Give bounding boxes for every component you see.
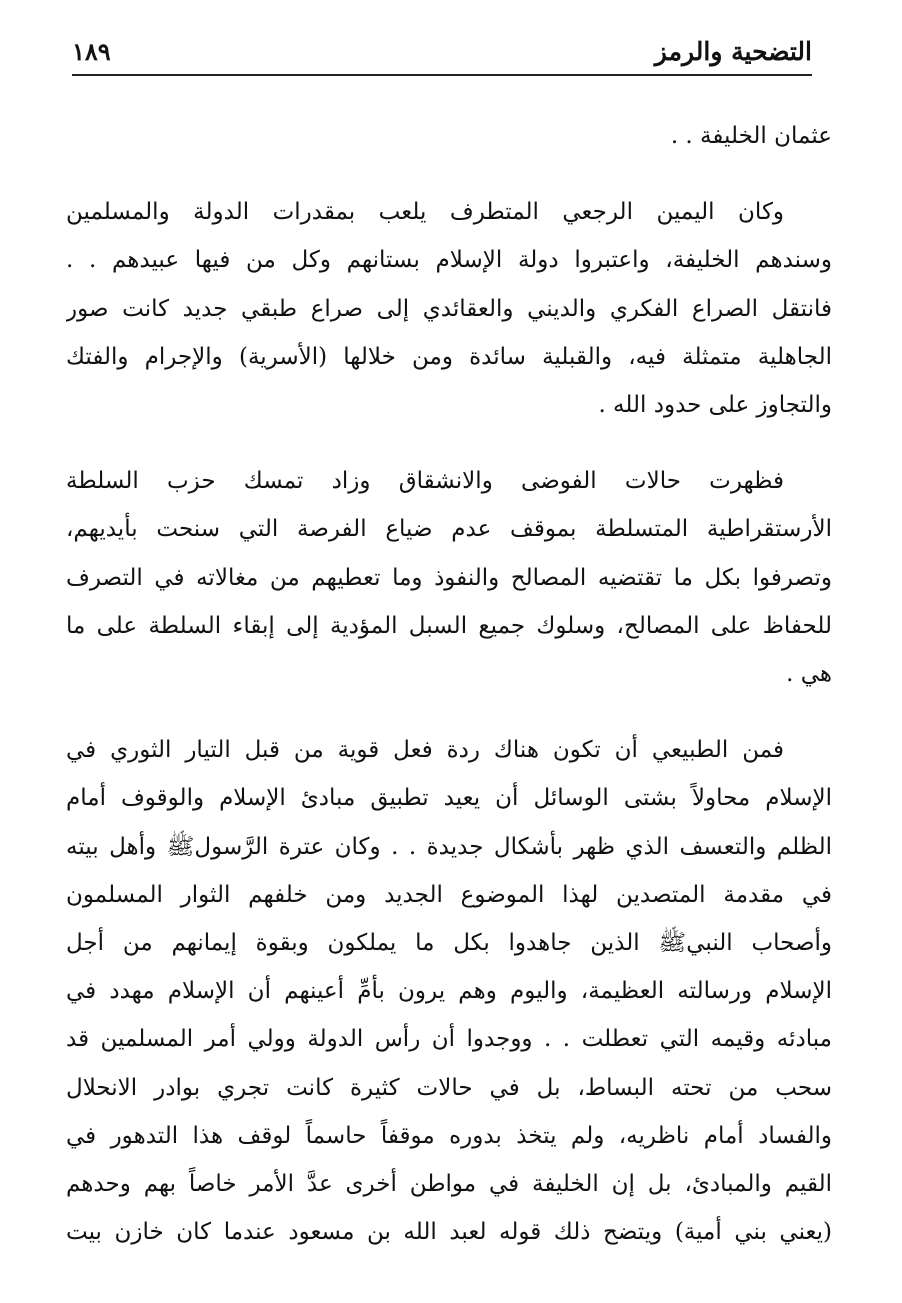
paragraph-4 [66,726,832,1256]
page-number: ١٨٩ [72,36,111,66]
text-line: والفساد أمام ناظريه، ولم يتخذ بدوره موقفاً حاسماً لوقف هذا التدهور في [66,1122,832,1149]
text-line: وكان اليمين الرجعي المتطرف يلعب بمقدرات الدولة والمسلمين [66,199,784,226]
text-line: الإسلام ورسالته العظيمة، واليوم وهم يرون بأمِّ أعينهم أن الإسلام مهدد في [66,978,832,1005]
text-line: (يعني بني أمية) ويتضح ذلك قوله لعبد الله بن مسعود عندما كان خازن بيت [66,1219,832,1246]
text-line: وأصحاب النبيﷺ الذين جاهدوا بكل ما يملكون وبقوة إيمانهم من أجل [66,930,832,957]
text-line: هي . [786,661,832,688]
text-line: فظهرت حالات الفوضى والانشقاق وزاد تمسك حزب السلطة [66,468,784,495]
text-line: مبادئه وقيمه التي تعطلت . . ووجدوا أن رأس الدولة وولي أمر المسلمين قد [66,1026,832,1053]
text-line: وتصرفوا بكل ما تقتضيه المصالح والنفوذ وما تعطيهم من مغالاته في التصرف [66,564,832,591]
chapter-title: التضحية والرمز [654,36,812,66]
text-line: الإسلام محاولاً بشتى الوسائل أن يعيد تطبيق مبادئ الإسلام والوقوف أمام [66,785,832,812]
text-line: الجاهلية متمثلة فيه، والقبلية سائدة ومن خلالها (الأسرية) والإجرام والفتك [66,343,832,370]
text-line: الأرستقراطية المتسلطة بموقف عدم ضياع الفرصة التي سنحت بأيديهم، [66,516,832,543]
text-line: للحفاظ على المصالح، وسلوك جميع السبل المؤدية إلى إبقاء السلطة على ما [66,612,832,639]
text-line: فانتقل الصراع الفكري والديني والعقائدي إلى صراع طبقي جديد كانت صور [66,295,832,322]
text-line: فمن الطبيعي أن تكون هناك ردة فعل قوية من قبل التيار الثوري في [66,737,784,764]
paragraph-1 [66,112,832,160]
text-line: عثمان الخليفة . . [670,123,832,149]
text-line: الظلم والتعسف الذي ظهر بأشكال جديدة . . وكان عترة الرَّسولﷺ وأهل بيته [66,833,832,860]
header-rule [72,74,812,76]
paragraph-3 [66,457,832,698]
paragraph-2 [66,188,832,429]
text-line: القيم والمبادئ، بل إن الخليفة في مواطن أخرى عدَّ الأمر خاصاً بهم وحدهم [66,1171,832,1198]
text-line: والتجاوز على حدود الله . [598,392,832,419]
text-line: سحب من تحته البساط، بل في حالات كثيرة كانت تجري بوادر الانحلال [66,1074,832,1101]
text-line: في مقدمة المتصدين لهذا الموضوع الجديد ومن خلفهم الثوار المسلمون [66,881,832,908]
running-header [72,30,812,72]
text-line: وسندهم الخليفة، واعتبروا دولة الإسلام بستانهم وكل من فيها عبيدهم . . [66,247,832,274]
body-text [66,112,832,1256]
